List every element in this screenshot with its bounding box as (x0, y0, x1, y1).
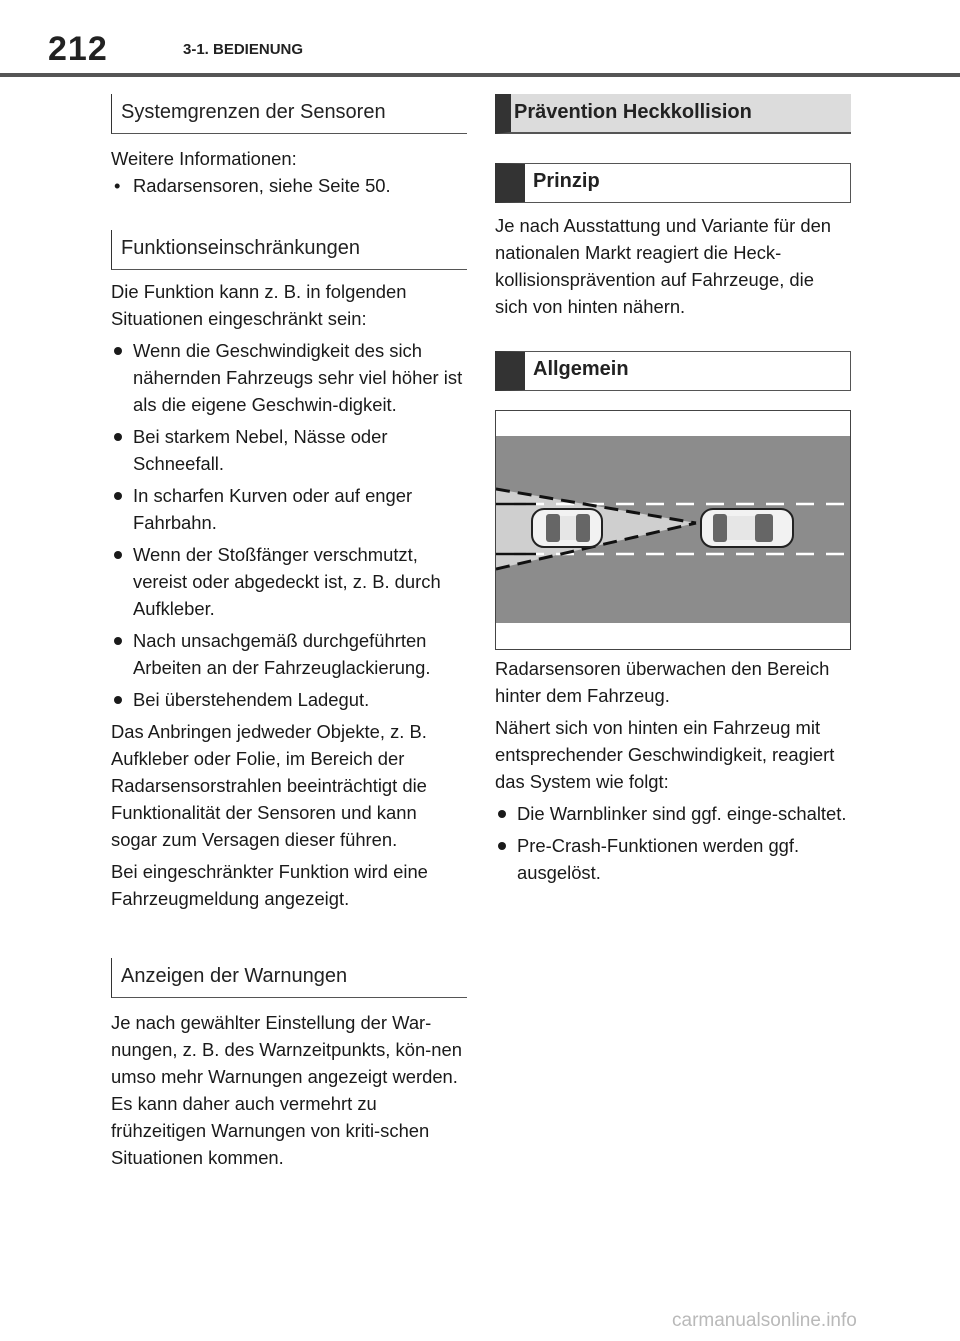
allgemein-text (495, 655, 851, 886)
chapter-title: 3-1. BEDIENUNG (183, 41, 304, 58)
header-rule (0, 73, 960, 77)
sec2-text (111, 278, 467, 912)
heading-anzeigen-warnungen: Anzeigen der Warnungen (111, 958, 467, 998)
sec2-paragraph: Das Anbringen jedweder Objekte, z. B. Aufkleber oder Folie, im Bereich der Radarsensorstrahlen beeinträchtigt die Funktionalität der Sensoren und kann sogar zum Versagen dieser führen. (111, 721, 427, 850)
list-item: Nach unsachgemäß durchgeführten Arbeiten an der Fahrzeuglackierung. (111, 627, 467, 681)
sec3-paragraph: Je nach gewählter Einstellung der War-nungen, z. B. des Warnzeitpunkts, kön-nen umso mehr Warnungen angezeigt werden. Es kann daher auch vermehrt zu frühzeitigen Warnungen von kriti-schen Situationen kommen. (111, 1012, 462, 1168)
list-item: Die Warnblinker sind ggf. einge-schaltet. (495, 800, 851, 827)
heading-allgemein: Allgemein (495, 351, 851, 391)
sec2-intro: Die Funktion kann z. B. in folgenden Situationen eingeschränkt sein: (111, 281, 407, 329)
sec1-list-item: • Radarsensoren, siehe Seite 50. (111, 172, 467, 199)
prinzip-paragraph: Je nach Ausstattung und Variante für den nationalen Markt reagiert die Heck-kollisionsprävention auf Fahrzeuge, die sich von hinten nähern. (495, 215, 832, 317)
sec3-text (111, 1009, 467, 1171)
road-diagram (496, 411, 850, 649)
ego-car-icon (701, 509, 793, 547)
rear-radar-illustration (495, 410, 851, 650)
sec1-intro: Weitere Informationen: (111, 148, 297, 169)
list-item: Pre-Crash-Funktionen werden ggf. ausgelöst. (495, 832, 851, 886)
heading-praevention-heckkollision: Prävention Heckkollision (495, 94, 851, 134)
list-item: Bei überstehendem Ladegut. (111, 686, 467, 713)
watermark: carmanualsonline.info (672, 1310, 857, 1331)
page-header (0, 0, 960, 80)
sec2-paragraph: Bei eingeschränkter Funktion wird eine Fahrzeugmeldung angezeigt. (111, 861, 428, 909)
list-item: Bei starkem Nebel, Nässe oder Schneefall. (111, 423, 467, 477)
allgemein-paragraph: Nähert sich von hinten ein Fahrzeug mit entsprechender Geschwindigkeit, reagiert das System wie folgt: (495, 717, 835, 792)
list-item: In scharfen Kurven oder auf enger Fahrbahn. (111, 482, 467, 536)
list-item: Wenn die Geschwindigkeit des sich nähernden Fahrzeugs sehr viel höher ist als die eigene Geschwin-digkeit. (111, 337, 467, 418)
prinzip-text (495, 212, 851, 320)
approaching-car-icon (532, 509, 602, 547)
heading-funktionseinschraenkungen: Funktionseinschränkungen (111, 230, 467, 270)
heading-prinzip: Prinzip (495, 163, 851, 203)
allgemein-paragraph: Radarsensoren überwachen den Bereich hinter dem Fahrzeug. (495, 658, 830, 706)
page-number: 212 (48, 30, 108, 68)
sec1-text (111, 145, 467, 199)
heading-systemgrenzen: Systemgrenzen der Sensoren (111, 94, 467, 134)
list-item: Wenn der Stoßfänger verschmutzt, vereist oder abgedeckt ist, z. B. durch Aufkleber. (111, 541, 467, 622)
